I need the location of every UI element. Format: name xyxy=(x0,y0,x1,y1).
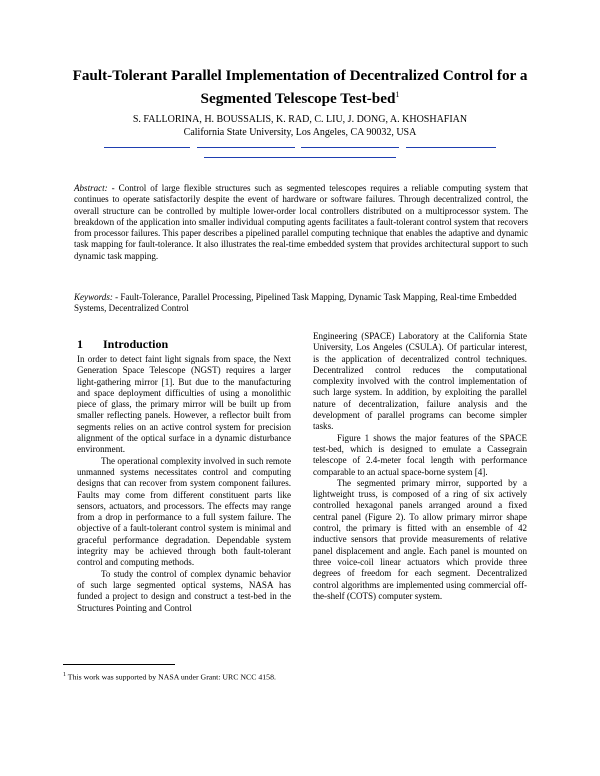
paragraph: Engineering (SPACE) Laboratory at the California State University, Los Angeles (CSULA). Of particular interest, is the application of decentralized control techniques. Decentralized control reduces the computational complexity involved with the control implementation of such large system. In addition, by exploiting the parallel nature of decentralization, failure analysis and the development of parallel programs can become simpler tasks. xyxy=(313,331,527,432)
link-row-1 xyxy=(104,147,496,157)
email-link[interactable] xyxy=(406,147,496,148)
email-link[interactable] xyxy=(104,147,190,148)
footnote xyxy=(63,670,276,683)
abstract-label: Abstract: xyxy=(74,183,108,193)
footnote-mark: 1 xyxy=(63,672,66,678)
footnote-rule xyxy=(63,664,175,665)
footnote-text: This work was supported by NASA under Grant: URC NCC 4158. xyxy=(66,672,276,682)
author-affiliation: California State University, Los Angeles, CA 90032, USA xyxy=(183,127,417,138)
paragraph: To study the control of complex dynamic behavior of such large segmented optical systems, NASA has funded a project to design and construct a test-bed in the Structures Pointing and Control xyxy=(77,568,291,613)
email-link[interactable] xyxy=(204,157,396,158)
section-heading xyxy=(77,337,168,352)
left-column xyxy=(77,354,291,614)
email-link[interactable] xyxy=(301,147,399,148)
keywords xyxy=(74,292,528,315)
abstract xyxy=(74,183,528,262)
link-row-2 xyxy=(104,157,496,167)
abstract-text: - Control of large flexible structures such as segmented telescopes requires a reliable computing system that continues to operate satisfactorily despite the event of hardware or software failures. Through decentralized control, the overall structure can be controlled by multiple lower-order local controllers distributed on a multiprocessor system. The breakdown of the application into smaller individual computing agents facilitates a fault-tolerant control system that recovers from processor failures. This paper describes a pipelined parallel computing technique that enables the adaptive and dynamic task mapping for fault-tolerance. It also illustrates the real-time embedded system that provides architectural support to such dynamic task mapping. xyxy=(74,183,528,261)
paper-title-text: Fault-Tolerant Parallel Implementation of Decentralized Control for a Segmented Telescope Test-bed xyxy=(72,67,528,108)
right-column xyxy=(313,331,527,602)
paragraph: Figure 1 shows the major features of the SPACE test-bed, which is designed to emulate a Cassegrain telescope of 2.4-meter focal length with performance comparable to an actual space-borne system [4]. xyxy=(313,432,527,477)
paragraph: The segmented primary mirror, supported by a lightweight truss, is composed of a ring of six actively controlled hexagonal panels arranged around a fixed central panel (Figure 2). To allow primary mirror shape control, the primary is fitted with an ensemble of 42 inductive sensors that provide measurements of relative panel displacement and angle. Each panel is mounted on three voice-coil linear actuators which provide three degrees of freedom for each segment. Decentralized control algorithms are implemented using commercial off-the-shelf (COTS) computer system. xyxy=(313,477,527,601)
email-link-lines[interactable] xyxy=(104,147,496,167)
email-link[interactable] xyxy=(197,147,295,148)
section-title: Introduction xyxy=(103,337,169,351)
author-names: S. FALLORINA, H. BOUSSALIS, K. RAD, C. LIU, J. DONG, A. KHOSHAFIAN xyxy=(132,114,468,125)
paper-title xyxy=(70,66,530,108)
keywords-label: Keywords: xyxy=(74,292,113,302)
paragraph: In order to detect faint light signals from space, the Next Generation Space Telescope (NGST) requires a larger light-gathering mirror [1]. But due to the manufacturing and space deployment difficulties of using a monolithic piece of glass, the primary mirror will be built up from smaller reflecting panels. However, a reflector built from segments relies on an active control system for precision alignment of the optical surface in a dynamic disturbance environment. xyxy=(77,354,291,455)
title-footnote-mark: 1 xyxy=(395,90,400,99)
paragraph: The operational complexity involved in such remote unmanned systems necessitates control and computing designs that can recover from system component failures. Faults may come from different constituent parts like sensors, actuators, and processors. The effects may range from a drop in performance to a full system failure. The objective of a fault-tolerant control system is minimal and graceful performance degradation. Dependable system integrity may be achieved through both fault-tolerant control and computing methods. xyxy=(77,455,291,568)
keywords-text: - Fault-Tolerance, Parallel Processing, Pipelined Task Mapping, Dynamic Task Mapping, Real-time Embedded Systems, Decentralized Control xyxy=(74,292,517,314)
section-number: 1 xyxy=(77,337,83,351)
author-block xyxy=(60,113,540,139)
